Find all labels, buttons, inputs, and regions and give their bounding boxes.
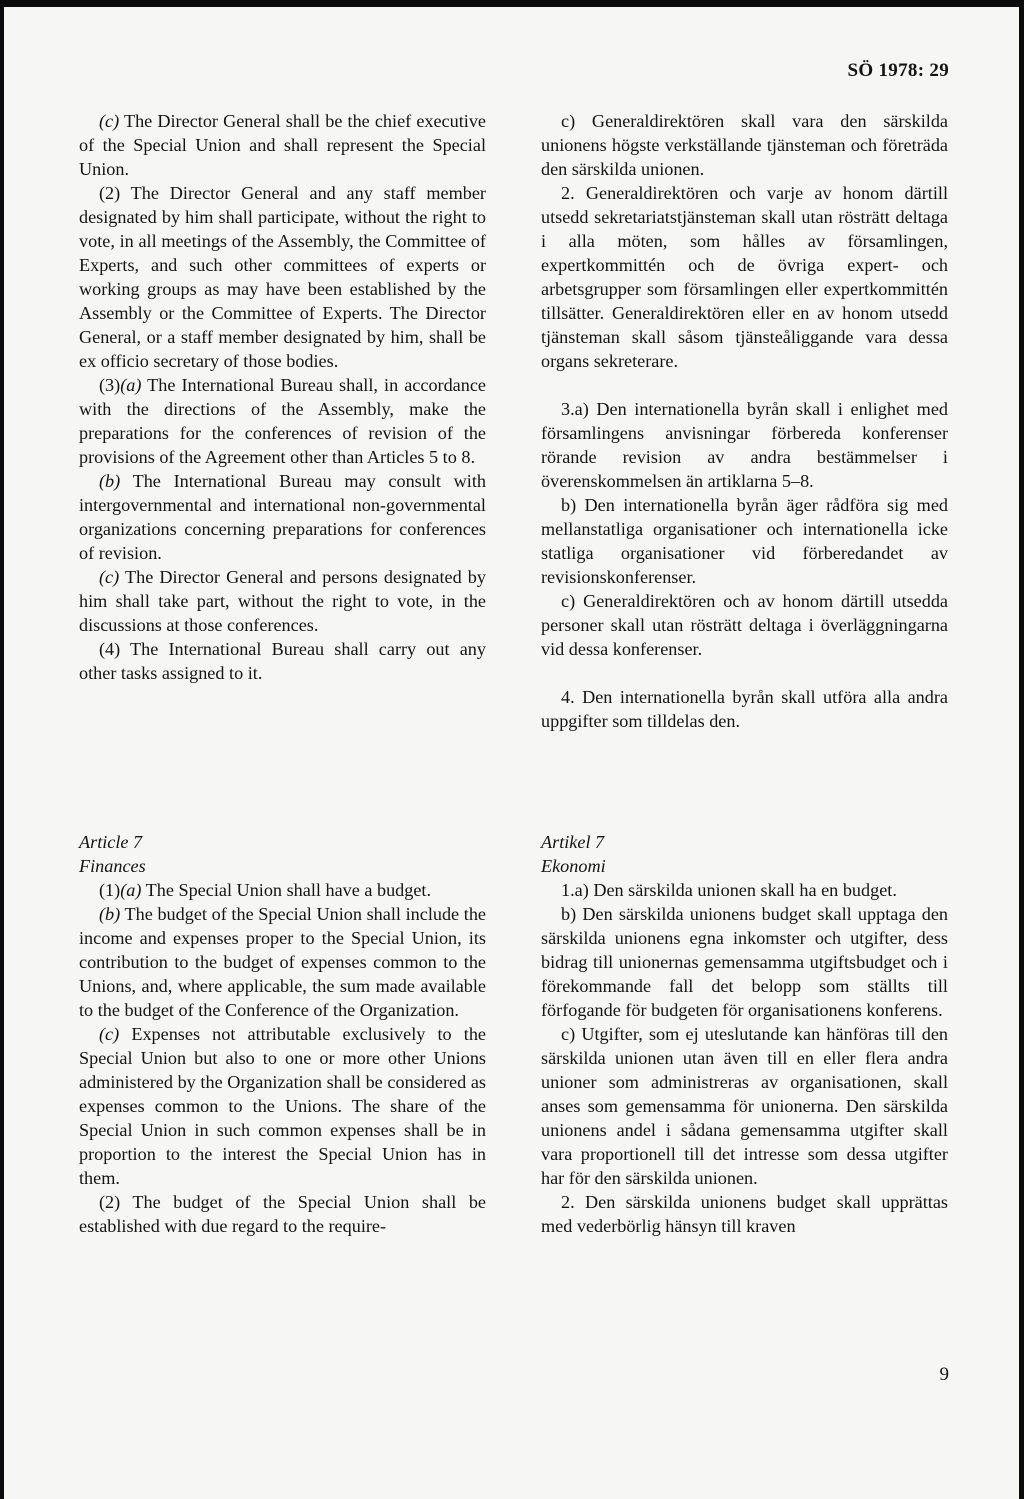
scan-border-top	[0, 0, 1024, 7]
en-para-6-3b: (b) The International Bureau may consult with intergovernmental and international non-governmental organizations concerning preparations for conferences of revision.	[79, 471, 486, 563]
sv-article-7-title: Artikel 7	[541, 832, 605, 852]
en-para-6-3a: (3)(a) The International Bureau shall, in accordance with the directions of the Assembly, make the preparations for the conferences of revision of the provisions of the Agreement other than Articles 5 to 8.	[79, 375, 486, 467]
en-marker: (c)	[99, 567, 120, 587]
sv-para-6-3c: c) Generaldirektören och av honom därtill utsedda personer skall utan rösträtt deltaga i överläggningarna vid dessa konferenser.	[541, 591, 948, 659]
en-para-6-2: (2) The Director General and any staff member designated by him shall participate, without the right to vote, in all meetings of the Assembly, the Committee of Experts, and such other committees of experts or working groups as may have been established by the Assembly or the Committee of Experts. The Director General, or a staff member designated by him, shall be ex officio secretary of those bodies.	[79, 183, 486, 371]
swedish-article-7-column	[541, 830, 948, 1238]
en-article-7-title: Article 7	[79, 832, 143, 852]
en-para-7-1c: (c) Expenses not attributable exclusively to the Special Union but also to one or more other Unions administered by the Organization shall be considered as expenses common to the Unions. The share of the Special Union in such common expenses shall be in proportion to the interest the Special Union has in them.	[79, 1024, 486, 1188]
sv-para-7-2: 2. Den särskilda unionens budget skall upprättas med vederbörlig hänsyn till kraven	[541, 1192, 948, 1236]
sv-para-6-1c: c) Generaldirektören skall vara den särskilda unionens högste verkställande tjänsteman och företräda den särskilda unionen.	[541, 111, 948, 179]
en-marker: (c)	[99, 111, 120, 131]
en-marker: (b)	[99, 471, 121, 491]
document-reference: SÖ 1978: 29	[847, 60, 949, 81]
en-para-6-1c: (c) The Director General shall be the chief executive of the Special Union and shall represent the Special Union.	[79, 111, 486, 179]
en-para-6-3c: (c) The Director General and persons designated by him shall take part, without the right to vote, in the discussions at those conferences.	[79, 567, 486, 635]
en-para-7-1a: (1)(a) The Special Union shall have a budget.	[99, 880, 432, 900]
en-para-7-2: (2) The budget of the Special Union shall be established with due regard to the require-	[79, 1192, 486, 1236]
en-marker: (a)	[120, 880, 142, 900]
page-number: 9	[939, 1364, 949, 1385]
en-marker: (c)	[99, 1024, 120, 1044]
english-article-6-column	[79, 109, 486, 685]
scan-border-right	[1019, 0, 1024, 1499]
sv-article-7-subtitle: Ekonomi	[541, 856, 606, 876]
sv-para-6-2: 2. Generaldirektören och varje av honom därtill utsedd sekretariatstjänsteman skall utan rösträtt deltaga i alla möten, som hålles av församlingen, expertkommittén och de övriga expert- och arbetsgrupper som församlingen eller expertkommittén tillsätter. Generaldirektören eller en av honom utsedd tjänsteman skall såsom tjänsteåliggande vara dessa organs sekreterare.	[541, 183, 948, 371]
en-para-6-4: (4) The International Bureau shall carry out any other tasks assigned to it.	[79, 639, 486, 683]
en-para-7-1b: (b) The budget of the Special Union shall include the income and expenses proper to the Special Union, its contribution to the budget of expenses common to the Unions, and, where applicable, the sum made available to the budget of the Conference of the Organization.	[79, 904, 486, 1020]
en-article-7-subtitle: Finances	[79, 856, 146, 876]
en-marker: (a)	[120, 375, 142, 395]
sv-para-7-1a: 1.a) Den särskilda unionen skall ha en budget.	[561, 880, 897, 900]
sv-para-7-1b: b) Den särskilda unionens budget skall upptaga den särskilda unionens egna inkomster och utgifter, dess bidrag till unionernas gemensamma utgiftsbudget och i förekommande fall det belopp som ställts till förfogande för budgeten för organisationens konferens.	[541, 904, 948, 1020]
swedish-article-6-column	[541, 109, 948, 733]
sv-para-6-3b: b) Den internationella byrån äger rådföra sig med mellanstatliga organisationer och internationella icke statliga organisationer vid förberedandet av revisionskonferenser.	[541, 495, 948, 587]
sv-para-6-3a: 3.a) Den internationella byrån skall i enlighet med församlingens anvisningar förbereda konferenser rörande revision av andra bestämmelser i överenskommelsen än artiklarna 5–8.	[541, 399, 948, 491]
sv-para-7-1c: c) Utgifter, som ej uteslutande kan hänföras till den särskilda unionen utan även till en eller flera andra unioner som administreras av organisationen, skall anses som gemensamma för unionerna. Den särskilda unionens andel i sådana gemensamma utgifter skall vara proportionell till det intresse som dessa utgifter har för den särskilda unionen.	[541, 1024, 948, 1188]
english-article-7-column	[79, 830, 486, 1238]
en-marker: (b)	[99, 904, 121, 924]
sv-para-6-4: 4. Den internationella byrån skall utföra alla andra uppgifter som tilldelas den.	[541, 687, 948, 731]
scan-border-left	[0, 0, 4, 1499]
